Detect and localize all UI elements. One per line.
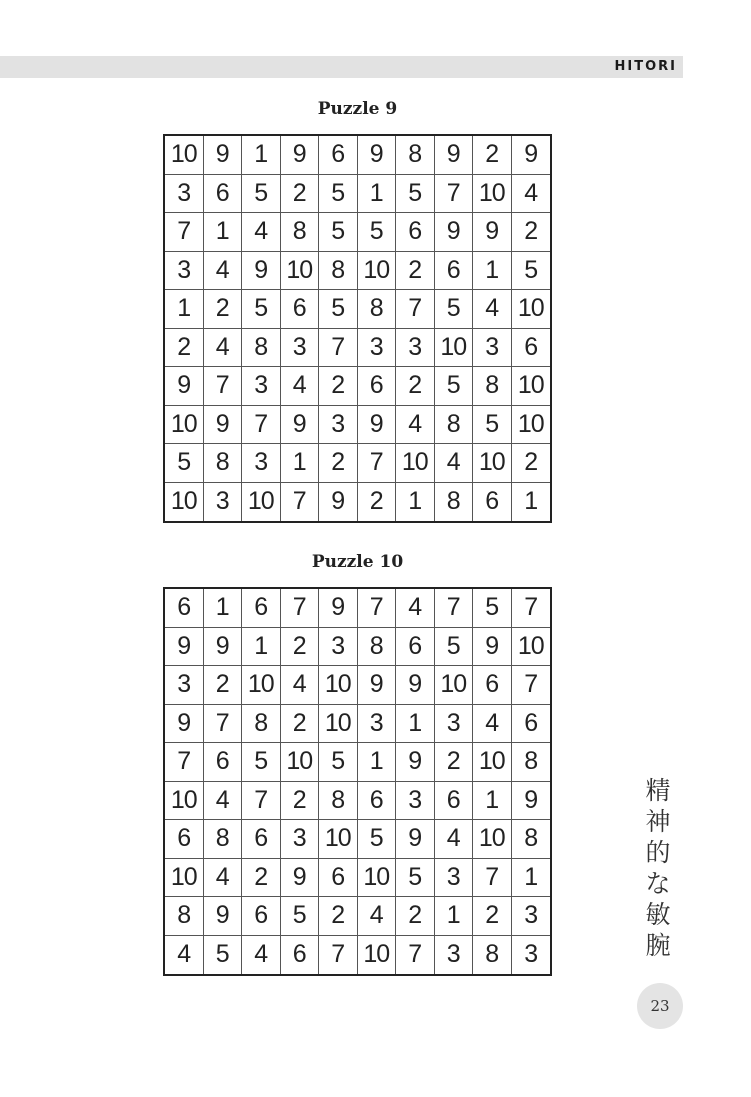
grid-cell: 9 bbox=[396, 820, 435, 859]
grid-cell: 10 bbox=[281, 743, 320, 782]
grid-cell: 3 bbox=[204, 483, 243, 522]
grid-cell: 1 bbox=[242, 136, 281, 175]
grid-cell: 3 bbox=[396, 329, 435, 368]
grid-cell: 10 bbox=[512, 290, 551, 329]
grid-cell: 10 bbox=[165, 782, 204, 821]
caption-character: な bbox=[645, 869, 671, 898]
grid-cell: 6 bbox=[435, 782, 474, 821]
grid-cell: 3 bbox=[396, 782, 435, 821]
caption-character: 神 bbox=[645, 807, 671, 836]
vertical-japanese-caption bbox=[641, 775, 675, 961]
grid-cell: 7 bbox=[435, 589, 474, 628]
grid-cell: 8 bbox=[358, 290, 397, 329]
grid-cell: 8 bbox=[435, 483, 474, 522]
grid-cell: 4 bbox=[396, 406, 435, 445]
grid-cell: 10 bbox=[396, 444, 435, 483]
grid-cell: 4 bbox=[435, 444, 474, 483]
grid-cell: 3 bbox=[242, 444, 281, 483]
grid-cell: 5 bbox=[473, 406, 512, 445]
page-number: 23 bbox=[637, 983, 683, 1029]
grid-cell: 8 bbox=[435, 406, 474, 445]
grid-cell: 2 bbox=[358, 483, 397, 522]
grid-cell: 3 bbox=[435, 705, 474, 744]
grid-cell: 4 bbox=[512, 175, 551, 214]
grid-cell: 4 bbox=[204, 329, 243, 368]
grid-cell: 6 bbox=[242, 820, 281, 859]
grid-cell: 7 bbox=[242, 406, 281, 445]
grid-cell: 2 bbox=[473, 897, 512, 936]
grid-cell: 9 bbox=[358, 136, 397, 175]
grid-cell: 10 bbox=[435, 666, 474, 705]
grid-cell: 5 bbox=[242, 290, 281, 329]
grid-cell: 8 bbox=[319, 782, 358, 821]
grid-cell: 3 bbox=[242, 367, 281, 406]
grid-cell: 1 bbox=[396, 483, 435, 522]
grid-cell: 6 bbox=[473, 666, 512, 705]
grid-cell: 8 bbox=[281, 213, 320, 252]
grid-cell: 6 bbox=[319, 136, 358, 175]
grid-cell: 10 bbox=[319, 666, 358, 705]
grid-cell: 1 bbox=[512, 859, 551, 898]
grid-cell: 4 bbox=[473, 290, 512, 329]
grid-cell: 9 bbox=[358, 406, 397, 445]
grid-cell: 5 bbox=[473, 589, 512, 628]
grid-cell: 5 bbox=[396, 175, 435, 214]
grid-cell: 10 bbox=[473, 743, 512, 782]
grid-cell: 3 bbox=[435, 859, 474, 898]
grid-cell: 7 bbox=[242, 782, 281, 821]
grid-cell: 3 bbox=[165, 666, 204, 705]
grid-cell: 5 bbox=[319, 743, 358, 782]
grid-cell: 9 bbox=[473, 213, 512, 252]
grid-cell: 7 bbox=[396, 290, 435, 329]
grid-cell: 9 bbox=[281, 406, 320, 445]
grid-cell: 10 bbox=[319, 820, 358, 859]
grid-cell: 3 bbox=[473, 329, 512, 368]
grid-cell: 6 bbox=[242, 897, 281, 936]
grid-cell: 5 bbox=[358, 213, 397, 252]
caption-character: 腕 bbox=[645, 931, 671, 960]
grid-cell: 10 bbox=[242, 483, 281, 522]
grid-cell: 9 bbox=[204, 136, 243, 175]
grid-cell: 10 bbox=[435, 329, 474, 368]
grid-cell: 6 bbox=[319, 859, 358, 898]
grid-cell: 4 bbox=[204, 782, 243, 821]
grid-cell: 2 bbox=[242, 859, 281, 898]
grid-cell: 5 bbox=[319, 213, 358, 252]
grid-cell: 6 bbox=[165, 820, 204, 859]
grid-cell: 3 bbox=[281, 329, 320, 368]
grid-cell: 10 bbox=[242, 666, 281, 705]
grid-cell: 7 bbox=[319, 936, 358, 975]
grid-cell: 4 bbox=[473, 705, 512, 744]
grid-cell: 4 bbox=[435, 820, 474, 859]
grid-cell: 1 bbox=[204, 589, 243, 628]
grid-cell: 10 bbox=[165, 136, 204, 175]
grid-cell: 2 bbox=[204, 666, 243, 705]
grid-cell: 7 bbox=[512, 666, 551, 705]
grid-cell: 4 bbox=[242, 213, 281, 252]
grid-cell: 8 bbox=[319, 252, 358, 291]
grid-cell: 3 bbox=[281, 820, 320, 859]
grid-cell: 9 bbox=[319, 589, 358, 628]
puzzle-9-title: Puzzle 9 bbox=[317, 99, 398, 119]
grid-cell: 2 bbox=[396, 897, 435, 936]
grid-cell: 9 bbox=[204, 406, 243, 445]
grid-cell: 3 bbox=[319, 628, 358, 667]
grid-cell: 6 bbox=[165, 589, 204, 628]
grid-cell: 9 bbox=[204, 897, 243, 936]
grid-cell: 2 bbox=[512, 213, 551, 252]
grid-cell: 7 bbox=[396, 936, 435, 975]
grid-cell: 8 bbox=[204, 444, 243, 483]
grid-cell: 9 bbox=[281, 136, 320, 175]
grid-cell: 8 bbox=[512, 820, 551, 859]
grid-cell: 8 bbox=[165, 897, 204, 936]
grid-cell: 2 bbox=[281, 628, 320, 667]
grid-cell: 6 bbox=[242, 589, 281, 628]
grid-cell: 10 bbox=[512, 367, 551, 406]
grid-cell: 9 bbox=[319, 483, 358, 522]
grid-cell: 3 bbox=[165, 252, 204, 291]
grid-cell: 9 bbox=[358, 666, 397, 705]
grid-cell: 7 bbox=[281, 589, 320, 628]
grid-cell: 2 bbox=[512, 444, 551, 483]
grid-cell: 7 bbox=[204, 705, 243, 744]
grid-cell: 1 bbox=[396, 705, 435, 744]
grid-cell: 3 bbox=[319, 406, 358, 445]
grid-cell: 1 bbox=[524, 487, 538, 516]
puzzle-9-grid bbox=[163, 134, 552, 523]
grid-cell: 9 bbox=[165, 705, 204, 744]
grid-cell: 8 bbox=[396, 136, 435, 175]
grid-cell: 1 bbox=[473, 782, 512, 821]
grid-cell: 1 bbox=[358, 175, 397, 214]
grid-cell: 5 bbox=[204, 936, 243, 975]
header-bar bbox=[0, 56, 683, 78]
grid-cell: 10 bbox=[512, 406, 551, 445]
grid-cell: 7 bbox=[358, 444, 397, 483]
grid-cell: 8 bbox=[512, 743, 551, 782]
grid-cell: 5 bbox=[281, 897, 320, 936]
grid-cell: 5 bbox=[435, 290, 474, 329]
grid-cell: 5 bbox=[358, 820, 397, 859]
grid-cell: 10 bbox=[473, 444, 512, 483]
grid-cell: 7 bbox=[473, 859, 512, 898]
grid-cell: 6 bbox=[435, 252, 474, 291]
grid-cell: 3 bbox=[165, 175, 204, 214]
grid-cell: 3 bbox=[358, 705, 397, 744]
grid-cell: 9 bbox=[435, 213, 474, 252]
grid-cell: 2 bbox=[396, 367, 435, 406]
grid-cell: 3 bbox=[524, 940, 538, 969]
grid-cell: 1 bbox=[473, 252, 512, 291]
grid-cell: 8 bbox=[242, 705, 281, 744]
grid-cell: 6 bbox=[512, 329, 551, 368]
grid-cell: 5 bbox=[435, 367, 474, 406]
grid-cell: 9 bbox=[512, 136, 551, 175]
grid-cell: 2 bbox=[319, 897, 358, 936]
grid-cell: 1 bbox=[358, 743, 397, 782]
grid-cell: 3 bbox=[435, 936, 474, 975]
grid-cell: 6 bbox=[204, 175, 243, 214]
grid-cell: 9 bbox=[165, 367, 204, 406]
grid-cell: 7 bbox=[281, 483, 320, 522]
grid-cell: 8 bbox=[242, 329, 281, 368]
grid-cell: 6 bbox=[281, 936, 320, 975]
grid-cell: 8 bbox=[358, 628, 397, 667]
grid-cell: 2 bbox=[319, 367, 358, 406]
grid-cell: 8 bbox=[204, 820, 243, 859]
grid-cell: 4 bbox=[358, 897, 397, 936]
grid-cell: 2 bbox=[281, 705, 320, 744]
grid-cell: 9 bbox=[165, 628, 204, 667]
grid-cell: 8 bbox=[473, 936, 512, 975]
grid-cell: 10 bbox=[358, 936, 397, 975]
grid-cell: 3 bbox=[358, 329, 397, 368]
grid-cell: 6 bbox=[396, 628, 435, 667]
grid-cell: 5 bbox=[165, 444, 204, 483]
grid-cell: 10 bbox=[165, 859, 204, 898]
grid-cell: 5 bbox=[242, 743, 281, 782]
grid-cell: 2 bbox=[319, 444, 358, 483]
grid-cell: 10 bbox=[165, 483, 204, 522]
grid-cell: 7 bbox=[358, 589, 397, 628]
grid-cell: 4 bbox=[165, 936, 204, 975]
grid-cell: 10 bbox=[281, 252, 320, 291]
grid-cell: 1 bbox=[242, 628, 281, 667]
grid-cell: 5 bbox=[319, 290, 358, 329]
grid-cell: 6 bbox=[281, 290, 320, 329]
grid-cell: 9 bbox=[396, 743, 435, 782]
grid-cell: 10 bbox=[165, 406, 204, 445]
grid-cell: 6 bbox=[358, 367, 397, 406]
grid-cell: 6 bbox=[512, 705, 551, 744]
grid-cell: 2 bbox=[435, 743, 474, 782]
grid-cell: 9 bbox=[473, 628, 512, 667]
grid-cell: 2 bbox=[165, 329, 204, 368]
grid-cell: 6 bbox=[473, 483, 512, 522]
grid-cell: 7 bbox=[165, 213, 204, 252]
grid-cell: 6 bbox=[204, 743, 243, 782]
grid-cell: 4 bbox=[396, 589, 435, 628]
grid-cell: 7 bbox=[319, 329, 358, 368]
puzzle-10-title: Puzzle 10 bbox=[311, 552, 404, 572]
grid-cell: 1 bbox=[204, 213, 243, 252]
grid-cell: 10 bbox=[473, 820, 512, 859]
grid-cell: 9 bbox=[396, 666, 435, 705]
grid-cell: 7 bbox=[204, 367, 243, 406]
grid-cell: 5 bbox=[435, 628, 474, 667]
grid-cell: 4 bbox=[204, 859, 243, 898]
grid-cell: 10 bbox=[512, 628, 551, 667]
puzzle-10-grid bbox=[163, 587, 552, 976]
grid-cell: 1 bbox=[281, 444, 320, 483]
grid-cell: 8 bbox=[473, 367, 512, 406]
grid-cell: 4 bbox=[242, 936, 281, 975]
grid-cell: 9 bbox=[242, 252, 281, 291]
grid-cell: 9 bbox=[204, 628, 243, 667]
grid-cell: 4 bbox=[281, 367, 320, 406]
grid-cell: 2 bbox=[396, 252, 435, 291]
grid-cell: 3 bbox=[512, 897, 551, 936]
grid-cell: 10 bbox=[473, 175, 512, 214]
grid-cell: 7 bbox=[165, 743, 204, 782]
grid-cell: 5 bbox=[242, 175, 281, 214]
grid-cell: 2 bbox=[204, 290, 243, 329]
grid-cell: 10 bbox=[358, 859, 397, 898]
grid-cell: 10 bbox=[358, 252, 397, 291]
grid-cell: 5 bbox=[396, 859, 435, 898]
caption-character: 敏 bbox=[645, 900, 671, 929]
grid-cell: 1 bbox=[165, 290, 204, 329]
grid-cell: 5 bbox=[319, 175, 358, 214]
grid-cell: 6 bbox=[396, 213, 435, 252]
grid-cell: 6 bbox=[358, 782, 397, 821]
section-label: HITORI bbox=[614, 59, 677, 74]
grid-cell: 9 bbox=[512, 782, 551, 821]
grid-cell: 4 bbox=[281, 666, 320, 705]
grid-cell: 2 bbox=[281, 782, 320, 821]
grid-cell: 2 bbox=[473, 136, 512, 175]
grid-cell: 2 bbox=[281, 175, 320, 214]
grid-cell: 1 bbox=[435, 897, 474, 936]
caption-character: 精 bbox=[645, 776, 671, 805]
grid-cell: 7 bbox=[512, 589, 551, 628]
grid-cell: 9 bbox=[281, 859, 320, 898]
grid-cell: 10 bbox=[319, 705, 358, 744]
grid-cell: 4 bbox=[204, 252, 243, 291]
grid-cell: 9 bbox=[435, 136, 474, 175]
grid-cell: 7 bbox=[435, 175, 474, 214]
caption-character: 的 bbox=[645, 838, 671, 867]
grid-cell: 5 bbox=[512, 252, 551, 291]
